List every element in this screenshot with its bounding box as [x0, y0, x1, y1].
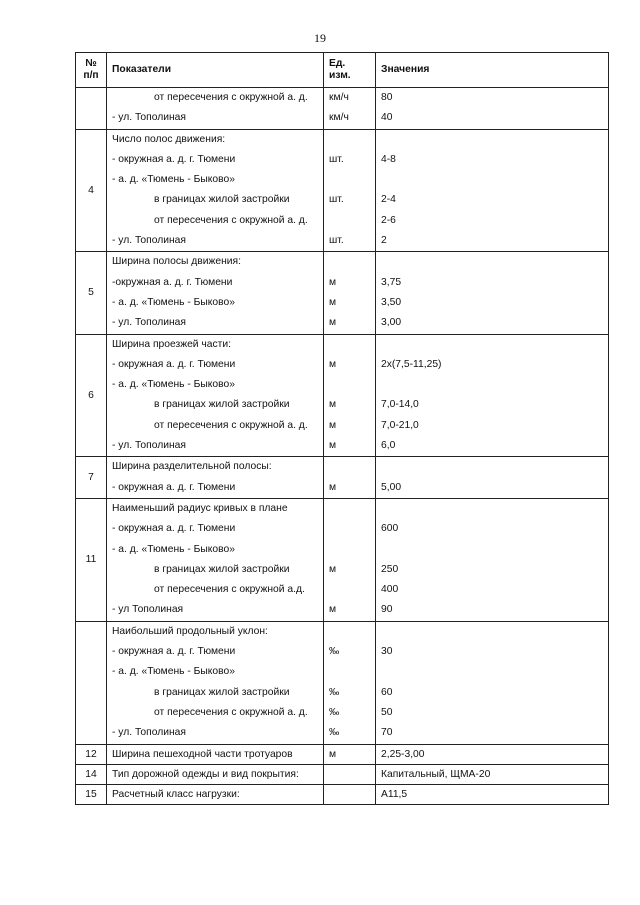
- unit-line: [329, 130, 375, 150]
- indicator-cell: [107, 129, 324, 252]
- value-line: 2-4: [381, 194, 396, 206]
- unit-line: [329, 765, 375, 784]
- indicator-line: - а. д. «Тюмень - Быково»: [112, 174, 235, 186]
- unit-cell: [324, 784, 376, 804]
- indicator-line: - ул. Тополиная: [112, 440, 186, 452]
- value-line: 50: [381, 706, 393, 718]
- value-line: 60: [381, 686, 393, 698]
- value-line: 7,0-14,0: [381, 399, 419, 411]
- unit-line: ‰: [329, 727, 340, 739]
- indicator-line: Наименьший радиус кривых в плане: [112, 502, 288, 514]
- value-line: [381, 335, 608, 355]
- table-row: [76, 784, 609, 804]
- value-line: 80: [381, 92, 393, 103]
- unit-line: [329, 457, 375, 477]
- unit-cell: [324, 252, 376, 334]
- indicator-line: - а. д. «Тюмень - Быково»: [112, 296, 235, 308]
- header-num: № п/п: [76, 53, 107, 88]
- unit-line: [329, 252, 375, 272]
- value-cell: [376, 457, 609, 499]
- indicator-cell: [107, 334, 324, 457]
- unit-line: [329, 335, 375, 355]
- unit-line: м: [329, 358, 337, 370]
- value-line: 250: [381, 563, 399, 575]
- indicator-cell: [107, 252, 324, 334]
- table-row: [76, 764, 609, 784]
- value-line: 2-6: [381, 214, 396, 226]
- indicator-line: Наибольший продольный уклон:: [112, 625, 268, 637]
- unit-line: м: [329, 276, 337, 288]
- header-indicator: Показатели: [107, 53, 324, 88]
- unit-cell: [324, 621, 376, 744]
- value-cell: [376, 88, 609, 130]
- row-number: 15: [76, 784, 107, 804]
- indicator-line: Ширина полосы движения:: [112, 256, 241, 268]
- value-line: 2: [381, 235, 387, 247]
- indicator-line: Расчетный класс нагрузки:: [112, 788, 240, 800]
- unit-line: ‰: [329, 686, 340, 698]
- unit-cell: [324, 764, 376, 784]
- value-line: Капитальный, ЩМА-20: [381, 768, 491, 780]
- indicator-line: от пересечения с окружной а.д.: [154, 584, 305, 596]
- row-number: 11: [76, 498, 107, 621]
- unit-line: м: [329, 563, 337, 575]
- unit-line: м: [329, 419, 337, 431]
- indicator-line: - ул. Тополиная: [112, 317, 186, 329]
- indicator-line: - ул Тополиная: [112, 604, 184, 616]
- value-line: [381, 170, 608, 190]
- unit-cell: [324, 498, 376, 621]
- table-row: [76, 129, 609, 252]
- value-cell: [376, 784, 609, 804]
- table-row: [76, 621, 609, 744]
- unit-line: [329, 519, 375, 539]
- value-cell: [376, 744, 609, 764]
- unit-cell: [324, 88, 376, 130]
- row-number: [76, 621, 107, 744]
- indicator-line: в границах жилой застройки: [154, 686, 290, 698]
- value-line: [381, 499, 608, 519]
- indicator-line: Ширина проезжей части:: [112, 338, 231, 350]
- unit-line: м: [329, 481, 337, 493]
- indicator-line: Ширина пешеходной части тротуаров: [112, 748, 293, 760]
- indicator-line: - ул. Тополиная: [112, 727, 186, 739]
- row-number: 14: [76, 764, 107, 784]
- indicator-line: от пересечения с окружной а. д.: [154, 92, 308, 103]
- row-number: [76, 88, 107, 130]
- value-cell: [376, 129, 609, 252]
- value-cell: [376, 252, 609, 334]
- value-line: 600: [381, 523, 399, 535]
- unit-line: [329, 785, 375, 804]
- page-number: 19: [314, 31, 326, 45]
- unit-line: м: [329, 296, 337, 308]
- value-line: [381, 662, 608, 682]
- unit-line: шт.: [329, 194, 344, 206]
- value-cell: [376, 498, 609, 621]
- unit-line: [329, 580, 375, 600]
- value-line: 4-8: [381, 153, 396, 165]
- indicator-cell: [107, 88, 324, 130]
- value-line: 2х(7,5-11,25): [381, 358, 442, 370]
- indicator-line: в границах жилой застройки: [154, 194, 290, 206]
- indicator-line: Тип дорожной одежды и вид покрытия:: [112, 768, 299, 780]
- indicator-line: от пересечения с окружной а. д.: [154, 419, 308, 431]
- unit-line: шт.: [329, 235, 344, 247]
- table-header-row: [76, 53, 609, 88]
- indicator-line: - ул. Тополиная: [112, 235, 186, 247]
- unit-line: [329, 375, 375, 395]
- unit-line: [329, 170, 375, 190]
- value-line: 400: [381, 584, 399, 596]
- indicator-line: - а. д. «Тюмень - Быково»: [112, 666, 235, 678]
- indicator-line: - окружная а. д. г. Тюмени: [112, 481, 236, 493]
- value-line: 6,0: [381, 440, 396, 452]
- unit-line: м: [329, 604, 337, 616]
- indicator-cell: [107, 744, 324, 764]
- unit-line: [329, 662, 375, 682]
- unit-cell: [324, 129, 376, 252]
- indicator-cell: [107, 784, 324, 804]
- indicator-line: от пересечения с окружной а. д.: [154, 706, 308, 718]
- value-line: 3,50: [381, 296, 402, 308]
- unit-line: ‰: [329, 646, 340, 658]
- value-line: [381, 130, 608, 150]
- table-row: [76, 457, 609, 499]
- indicator-line: - окружная а. д. г. Тюмени: [112, 646, 236, 658]
- unit-line: [329, 499, 375, 519]
- unit-cell: [324, 334, 376, 457]
- table-body: [76, 88, 609, 805]
- value-line: 90: [381, 604, 393, 616]
- unit-line: м: [329, 399, 337, 411]
- value-line: [381, 540, 608, 560]
- indicator-line: - окружная а. д. г. Тюмени: [112, 153, 236, 165]
- unit-line: м: [329, 440, 337, 452]
- value-cell: [376, 621, 609, 744]
- indicator-cell: [107, 764, 324, 784]
- indicator-line: в границах жилой застройки: [154, 563, 290, 575]
- row-number: 12: [76, 744, 107, 764]
- table-row: [76, 334, 609, 457]
- row-number: 6: [76, 334, 107, 457]
- unit-line: [329, 211, 375, 231]
- value-line: 70: [381, 727, 393, 739]
- indicator-cell: [107, 621, 324, 744]
- value-line: 7,0-21,0: [381, 419, 419, 431]
- value-line: [381, 375, 608, 395]
- header-value: Значения: [376, 53, 609, 88]
- indicator-line: Ширина разделительной полосы:: [112, 461, 272, 473]
- value-line: 30: [381, 646, 393, 658]
- unit-line: м: [329, 748, 337, 760]
- unit-line: шт.: [329, 153, 344, 165]
- unit-line: км/ч: [329, 112, 349, 124]
- value-line: 2,25-3,00: [381, 748, 425, 760]
- unit-line: [329, 540, 375, 560]
- indicator-line: Число полос движения:: [112, 133, 226, 145]
- value-line: [381, 622, 608, 642]
- indicator-line: - окружная а. д. г. Тюмени: [112, 523, 236, 535]
- value-line: 3,75: [381, 276, 402, 288]
- indicators-table: [75, 52, 609, 805]
- table-row: [76, 744, 609, 764]
- indicator-line: - а. д. «Тюмень - Быково»: [112, 379, 235, 391]
- unit-line: км/ч: [329, 92, 349, 103]
- table-row: [76, 88, 609, 130]
- row-number: 7: [76, 457, 107, 499]
- value-line: 40: [381, 112, 393, 124]
- indicator-line: -окружная а. д. г. Тюмени: [112, 276, 233, 288]
- value-line: 5,00: [381, 481, 402, 493]
- unit-line: [329, 622, 375, 642]
- unit-cell: [324, 744, 376, 764]
- value-line: [381, 457, 608, 477]
- unit-line: ‰: [329, 706, 340, 718]
- row-number: 4: [76, 129, 107, 252]
- indicator-cell: [107, 498, 324, 621]
- row-number: 5: [76, 252, 107, 334]
- header-unit: Ед. изм.: [324, 53, 376, 88]
- table-row: [76, 252, 609, 334]
- value-cell: [376, 334, 609, 457]
- indicator-line: - а. д. «Тюмень - Быково»: [112, 543, 235, 555]
- indicator-line: от пересечения с окружной а. д.: [154, 214, 308, 226]
- unit-line: м: [329, 317, 337, 329]
- indicator-line: - окружная а. д. г. Тюмени: [112, 358, 236, 370]
- indicator-line: в границах жилой застройки: [154, 399, 290, 411]
- indicator-line: - ул. Тополиная: [112, 112, 186, 124]
- value-cell: [376, 764, 609, 784]
- value-line: [381, 252, 608, 272]
- unit-cell: [324, 457, 376, 499]
- value-line: А11,5: [381, 788, 408, 800]
- table-row: [76, 498, 609, 621]
- value-line: 3,00: [381, 317, 402, 329]
- indicator-cell: [107, 457, 324, 499]
